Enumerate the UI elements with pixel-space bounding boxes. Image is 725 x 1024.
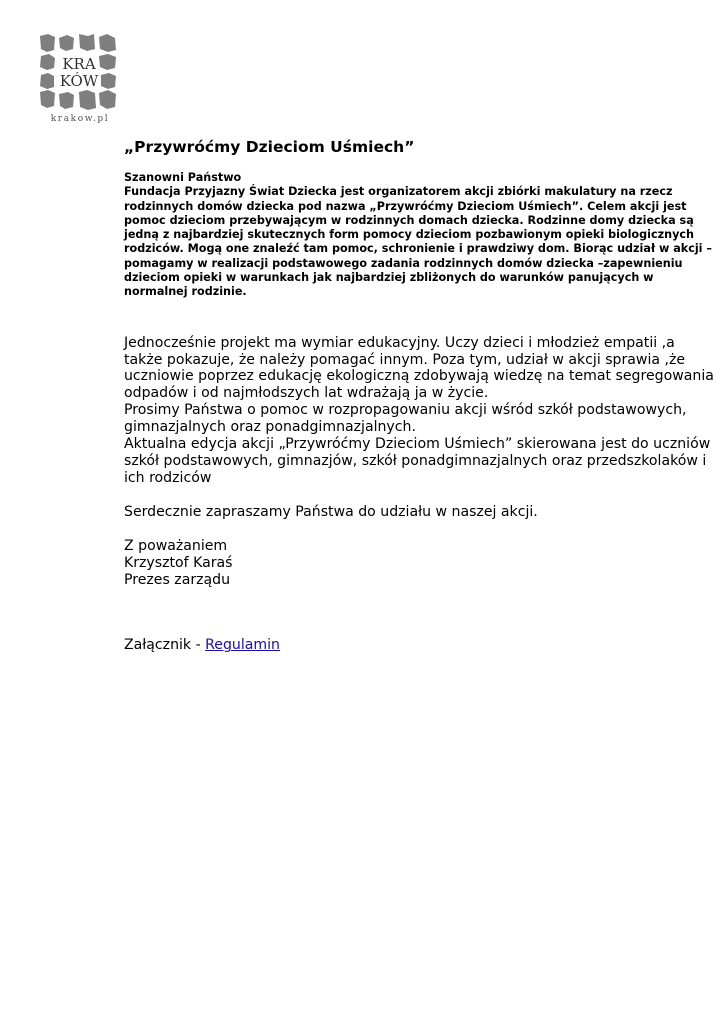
logo-caption: krakow.pl xyxy=(50,114,110,124)
attachment-label: Załącznik - xyxy=(124,637,206,654)
logo-text-line2: KÓW xyxy=(59,72,99,90)
greeting: Szanowni Państwo xyxy=(124,171,242,184)
signature-name: Krzysztof Karaś xyxy=(124,554,233,571)
body-paragraph-education: Jednocześnie projekt ma wymiar edukacyjny. Uczy dzieci i młodzież empatii ,a także pokazuje, że należy pomagać innym. Poza tym, udział w akcji sprawia ,że uczniowie poprzez edukację ekologiczną zdobywają wiedzę na temat segregowania odpadów i od najmłodszych lat wdrażają ja w życie. xyxy=(124,334,714,402)
regulamin-link[interactable]: Regulamin xyxy=(205,637,280,654)
body-paragraph-edition: Aktualna edycja akcji „Przywróćmy Dzieciom Uśmiech” skierowana jest do uczniów szkół podstawowych, gimnazjów, szkół ponadgimnazjalnych oraz przedszkolaków i ich rodziców xyxy=(124,436,711,486)
intro-paragraph: Fundacja Przyjazny Świat Dziecka jest organizatorem akcji zbiórki makulatury na rzecz rodzinnych domów dziecka pod nazwa „Przywróćmy Dzieciom Uśmiech”. Celem akcji jest pomoc dzieciom przebywającym w rodzinnych domach dziecka. Rodzinne domy dziecka są jedną z najbardziej skutecznych form pomocy dzieciom pozbawionym opieki biologicznych rodziców. Mogą one znaleźć tam pomoc, schronienie i prawdziwy dom. Biorąc udział w akcji –pomagamy w realizacji podstawowego zadania rodzinnych domów dziecka –zapewnieniu dzieciom opieki w warunkach jak najbardziej zbliżonych do warunków panujących w normalnej rodzinie. xyxy=(124,185,712,299)
letter-content xyxy=(124,136,714,654)
spacer xyxy=(124,588,714,637)
invitation-text: Serdecznie zapraszamy Państwa do udziału w naszej akcji. xyxy=(124,503,538,520)
signature-closing: Z poważaniem xyxy=(124,537,228,554)
spacer xyxy=(124,487,714,504)
attachment-line xyxy=(124,637,714,654)
krakow-logo xyxy=(38,32,122,124)
page-title: „Przywróćmy Dzieciom Uśmiech” xyxy=(124,138,415,156)
body-paragraph-request: Prosimy Państwa o pomoc w rozpropagowaniu akcji wśród szkół podstawowych, gimnazjalnych oraz ponadgimnazjalnych. xyxy=(124,402,687,436)
body-section xyxy=(124,335,714,655)
intro-section xyxy=(124,171,714,300)
logo-text-line1: KRA xyxy=(62,55,96,73)
spacer xyxy=(124,521,714,538)
signature-role: Prezes zarządu xyxy=(124,571,231,588)
